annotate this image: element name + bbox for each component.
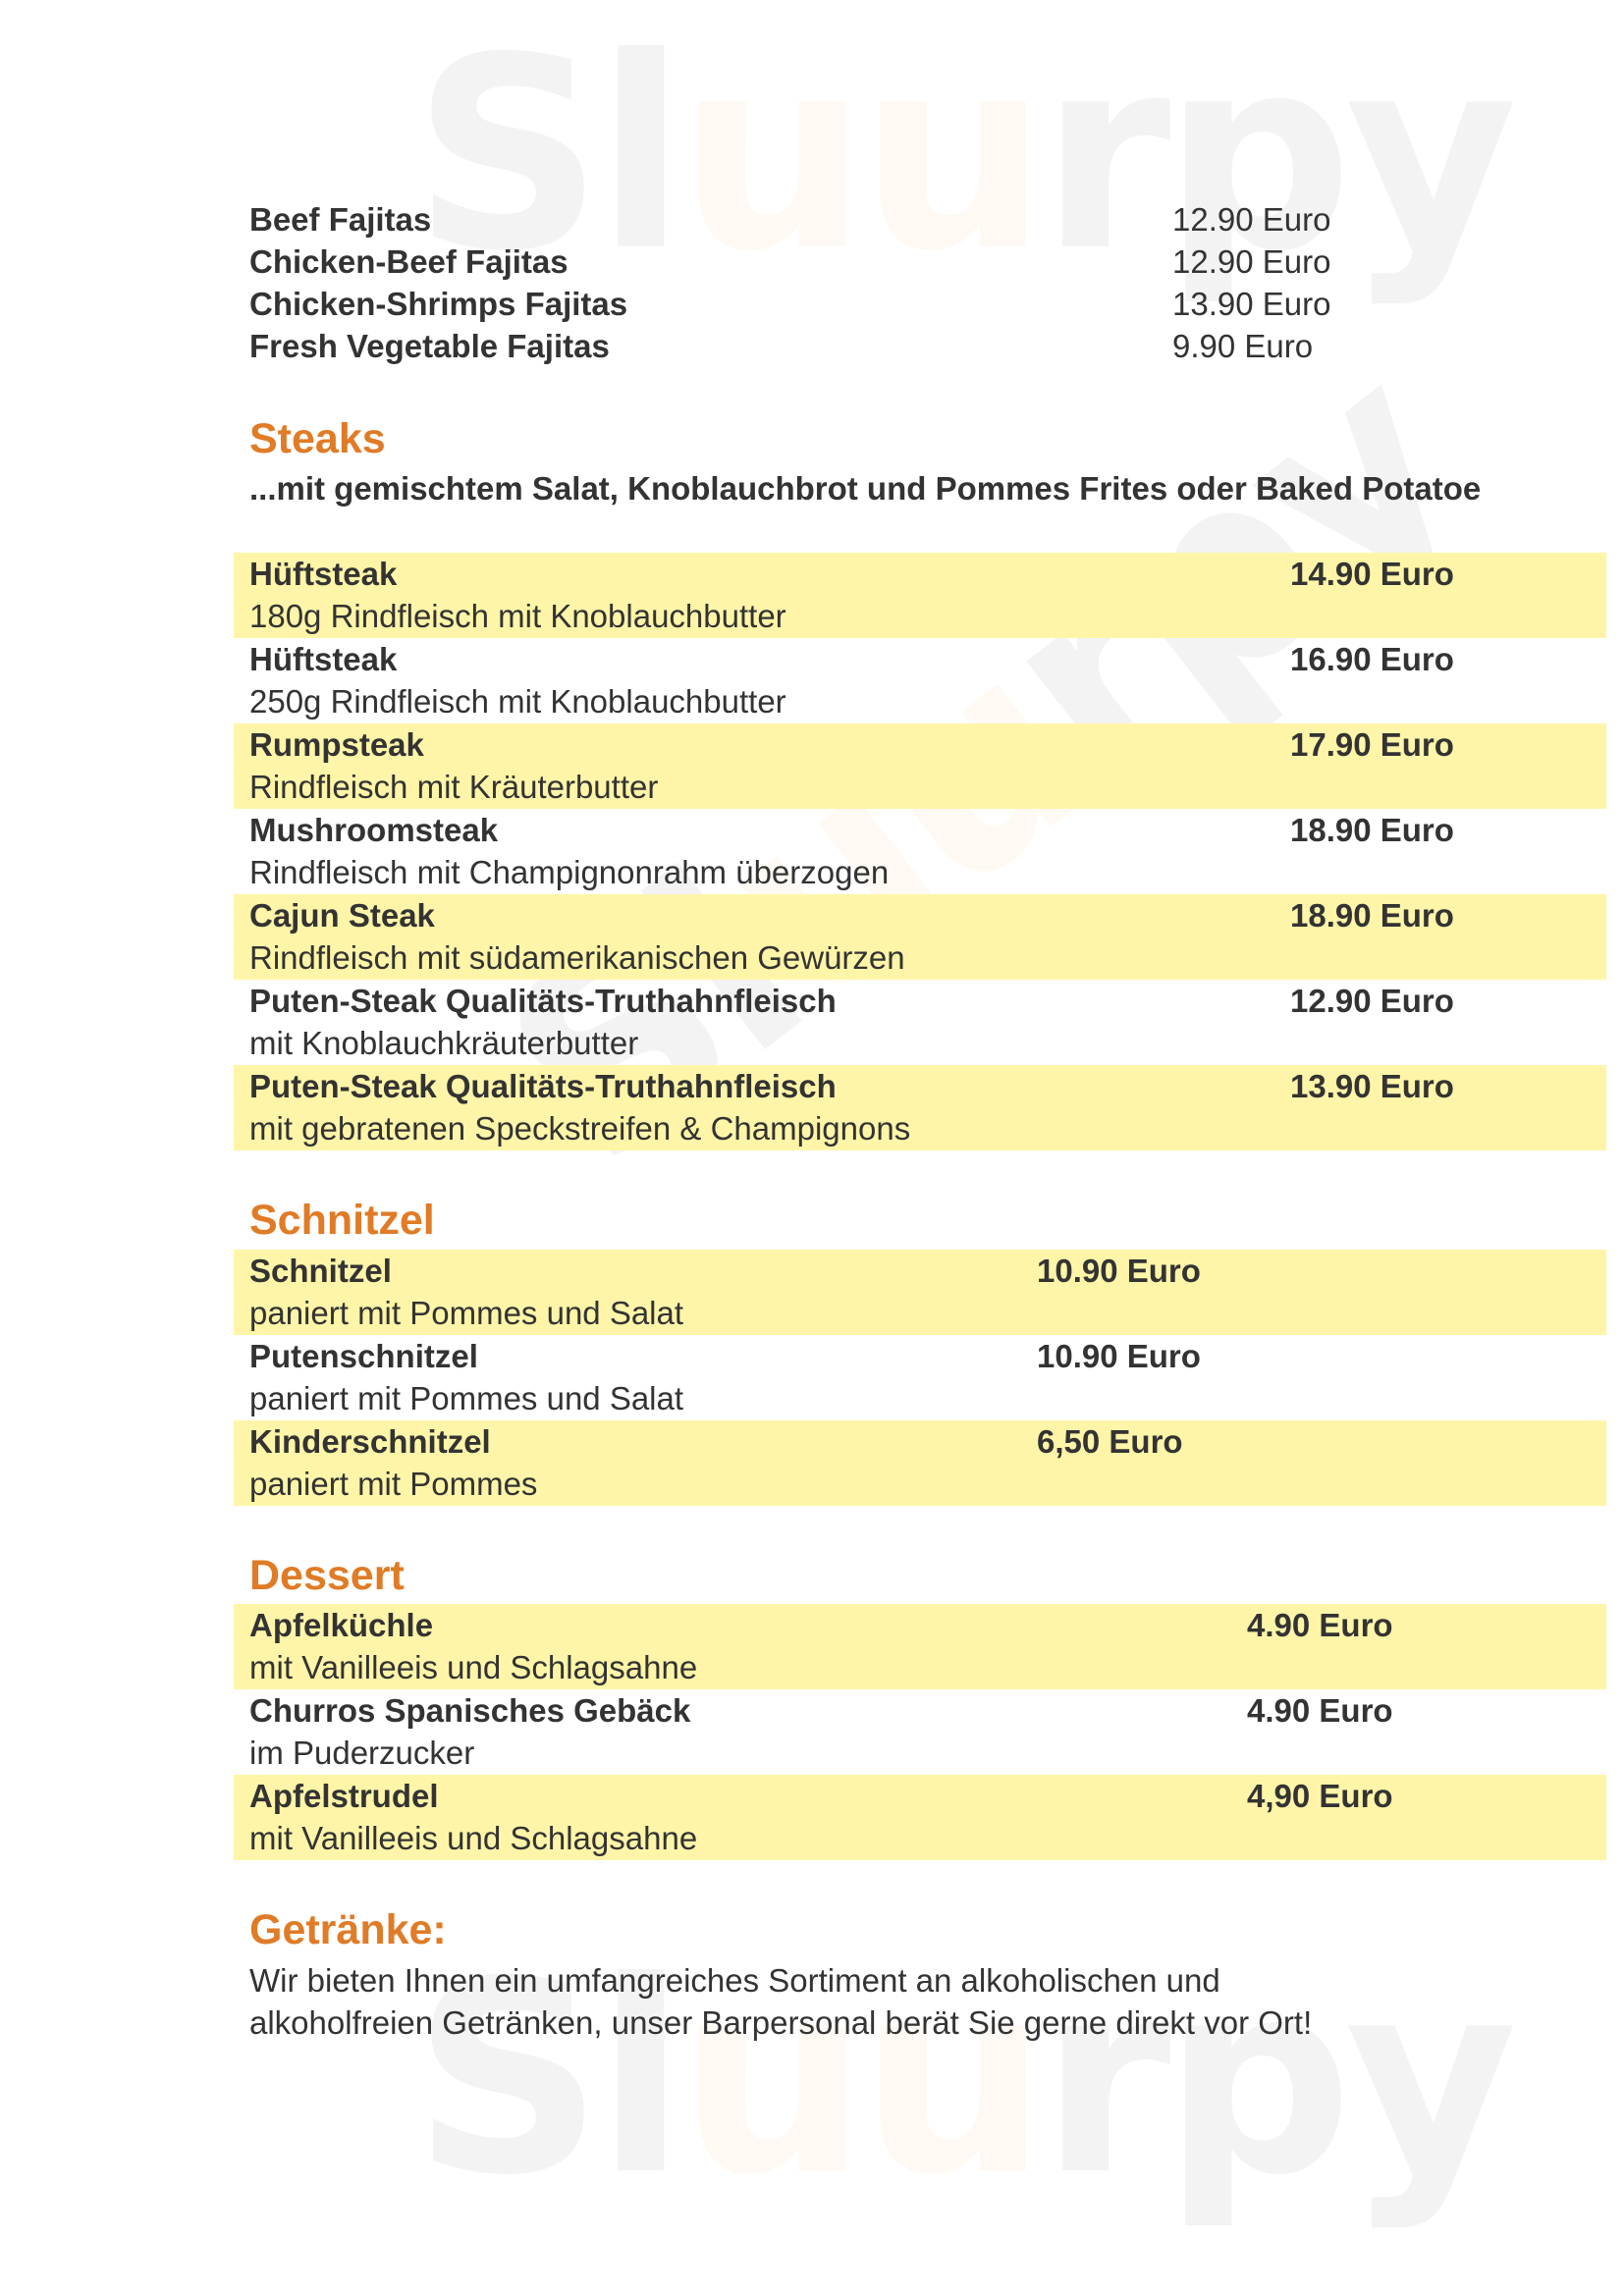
item-name: Chicken-Beef Fajitas (249, 243, 568, 280)
menu-item (234, 1420, 1606, 1506)
item-description: 180g Rindfleisch mit Knoblauchbutter (249, 598, 786, 634)
menu-item (234, 1689, 1606, 1775)
item-description: Rindfleisch mit südamerikanischen Gewürzen (249, 939, 905, 976)
item-description: mit Vanilleeis und Schlagsahne (249, 1820, 698, 1856)
item-price: 14.90 Euro (1290, 556, 1454, 592)
watermark-logo (412, 0, 1510, 309)
item-description: mit Vanilleeis und Schlagsahne (249, 1649, 698, 1685)
menu-item (234, 1250, 1606, 1335)
item-description: paniert mit Pommes und Salat (249, 1380, 684, 1416)
menu-item (234, 638, 1606, 723)
item-name: Beef Fajitas (249, 201, 432, 238)
item-name: Fresh Vegetable Fajitas (249, 328, 610, 364)
item-price: 10.90 Euro (1037, 1253, 1201, 1289)
section-heading-dessert: Dessert (249, 1552, 405, 1599)
item-name: Schnitzel (249, 1253, 392, 1289)
item-description: mit Knoblauchkräuterbutter (249, 1025, 639, 1061)
item-name: Kinderschnitzel (249, 1423, 491, 1460)
menu-item (234, 1065, 1606, 1150)
menu-item (234, 1604, 1606, 1689)
item-description: paniert mit Pommes (249, 1466, 538, 1502)
menu-item (234, 809, 1606, 894)
item-name: Apfelstrudel (249, 1778, 439, 1814)
item-name: Churros Spanisches Gebäck (249, 1692, 691, 1729)
section-subtitle: ...mit gemischtem Salat, Knoblauchbrot und Pommes Frites oder Baked Potatoe (249, 470, 1482, 507)
item-name: Hüftsteak (249, 641, 398, 677)
item-price: 10.90 Euro (1037, 1338, 1201, 1374)
menu-item (234, 894, 1606, 980)
item-description: im Puderzucker (249, 1735, 475, 1771)
item-price: 4.90 Euro (1247, 1607, 1393, 1643)
item-name: Rumpsteak (249, 726, 424, 763)
item-description: Rindfleisch mit Champignonrahm überzogen (249, 854, 890, 890)
item-description: mit gebratenen Speckstreifen & Champignons (249, 1110, 911, 1147)
section-heading-getraenke: Getränke: (249, 1906, 447, 1953)
menu-item (234, 1775, 1606, 1860)
item-price: 4.90 Euro (1247, 1692, 1393, 1729)
item-description: Rindfleisch mit Kräuterbutter (249, 769, 659, 805)
item-price: 12.90 Euro (1172, 243, 1331, 280)
item-price: 18.90 Euro (1290, 812, 1454, 848)
item-price: 17.90 Euro (1290, 726, 1454, 763)
item-name: Cajun Steak (249, 897, 435, 934)
item-name: Puten-Steak Qualitäts-Truthahnfleisch (249, 1068, 837, 1104)
item-description: 250g Rindfleisch mit Knoblauchbutter (249, 683, 786, 720)
item-description: paniert mit Pommes und Salat (249, 1295, 684, 1331)
item-price: 9.90 Euro (1172, 328, 1314, 364)
menu-item (234, 980, 1606, 1065)
section-heading-steaks: Steaks (249, 415, 386, 462)
item-price: 12.90 Euro (1290, 983, 1454, 1019)
item-name: Hüftsteak (249, 556, 398, 592)
item-price: 4,90 Euro (1247, 1778, 1393, 1814)
item-price: 13.90 Euro (1172, 286, 1331, 322)
menu-item (234, 723, 1606, 809)
menu-item (234, 553, 1606, 638)
item-name: Puten-Steak Qualitäts-Truthahnfleisch (249, 983, 837, 1019)
item-price: 16.90 Euro (1290, 641, 1454, 677)
item-name: Apfelküchle (249, 1607, 434, 1643)
item-price: 6,50 Euro (1037, 1423, 1183, 1460)
item-name: Mushroomsteak (249, 812, 499, 848)
menu-item (234, 1335, 1606, 1420)
drinks-description: Wir bieten Ihnen ein umfangreiches Sortiment an alkoholischen und alkoholfreien Getränken, unser Barpersonal berät Sie gerne direkt vor Ort! (249, 1962, 1313, 2041)
item-price: 12.90 Euro (1172, 201, 1331, 238)
item-name: Chicken-Shrimps Fajitas (249, 286, 628, 322)
item-name: Putenschnitzel (249, 1338, 478, 1374)
item-price: 13.90 Euro (1290, 1068, 1454, 1104)
section-heading-schnitzel: Schnitzel (249, 1197, 435, 1244)
item-price: 18.90 Euro (1290, 897, 1454, 934)
